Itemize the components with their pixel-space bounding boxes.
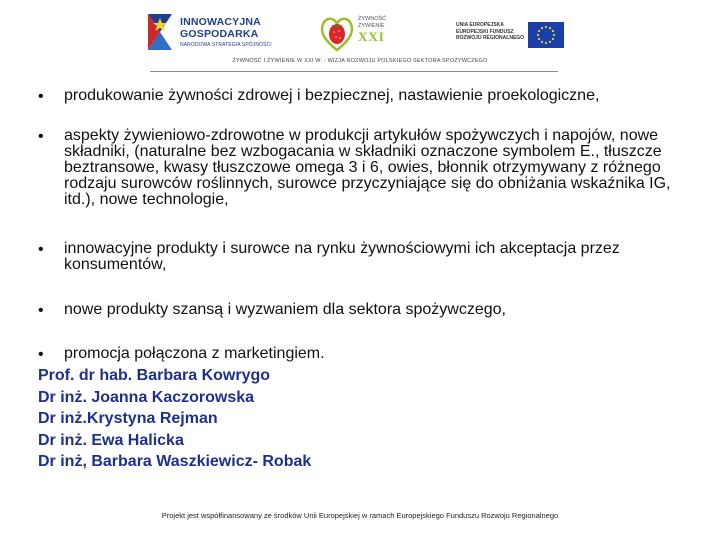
logo-right-line3: ROZWOJU REGIONALNEGO xyxy=(456,35,525,41)
bullet-text-4: nowe produkty szansą i wyzwaniem dla sektora spożywczego, xyxy=(64,301,506,318)
author-5: Dr inż, Barbara Waszkiewicz- Robak xyxy=(38,453,312,470)
logo-center-line2: ŻYWIENIE xyxy=(358,23,385,29)
zywnosc-zywienie-logo xyxy=(318,12,388,54)
eu-fund-logo xyxy=(456,22,562,52)
bullet-text-3: innowacyjne produkty i surowce na rynku żywnościowymi ich akceptacja przez konsumentów, xyxy=(64,240,620,273)
header-tagline: ŻYWNOŚĆ I ŻYWIENIE W XXI W. - WIZJA ROZWOJU POLSKIEGO SEKTORA SPOŻYWCZEGO xyxy=(232,58,488,64)
author-2: Dr inż. Joanna Kaczorowska xyxy=(38,388,255,406)
innowacyjna-gospodarka-emblem-icon xyxy=(146,12,174,52)
footer-note: Projekt jest współfinansowany ze środków Unii Europejskiej w ramach Europejskiego Funduszu Rozwoju Regionalnego xyxy=(161,511,559,520)
logo-center-xxi: XXI xyxy=(358,29,385,44)
author-1: Prof. dr hab. Barbara Kowrygo xyxy=(38,367,271,384)
bullet-marker: • xyxy=(38,346,44,363)
bullet-marker: • xyxy=(38,302,44,319)
logo-left-line2: GOSPODARKA xyxy=(180,28,259,40)
bullet-text-2: aspekty żywieniowo-zdrowotne w produkcji artykułów spożywczych i napojów, nowe składniki, (naturalne bez wzbogacania w składniki oznaczone symbolem E., tłuszcze beztransowe, kwasy tłuszczowe omega 3 i 6, owies, błonnik otrzymywany z różnego rodzaju surowców roślinnych, surowce przyczyniające się do obniżania wskaźnika IG, itd.), nowe technologie, xyxy=(64,127,671,208)
strawberry-heart-icon xyxy=(318,12,356,54)
author-3: Dr inż.Krystyna Rejman xyxy=(38,410,218,427)
innowacyjna-gospodarka-logo xyxy=(146,10,286,56)
author-list xyxy=(38,365,311,473)
logo-right-line2: EUROPEJSKI FUNDUSZ xyxy=(456,28,514,35)
logo-center-line1: ŻYWNOŚĆ xyxy=(358,16,387,22)
bullet-marker: • xyxy=(38,241,44,258)
bullet-text-1: produkowanie żywności zdrowej i bezpiecznej, nastawienie proekologiczne, xyxy=(64,87,600,104)
bullet-text-5: promocja połączona z marketingiem. xyxy=(64,345,325,362)
author-4: Dr inż. Ewa Halicka xyxy=(38,431,184,449)
logo-left-line3: NARODOWA STRATEGIA SPÓJNOŚCI xyxy=(180,42,272,48)
bullet-marker: • xyxy=(38,128,44,145)
header-divider xyxy=(150,71,558,72)
header xyxy=(0,0,720,76)
bullet-marker: • xyxy=(38,88,44,105)
logo-left-line1: INNOWACYJNA xyxy=(180,16,261,28)
eu-flag-icon xyxy=(528,22,564,48)
logo-right-line1: UNIA EUROPEJSKA xyxy=(456,22,504,28)
